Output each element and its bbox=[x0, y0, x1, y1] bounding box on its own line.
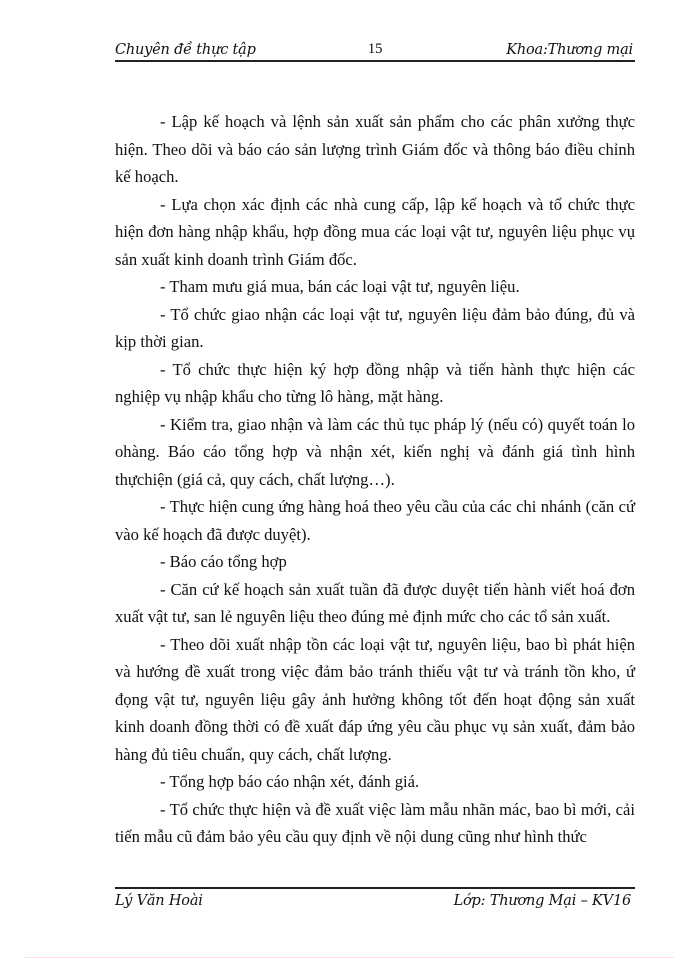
paragraph: - Tổng hợp báo cáo nhận xét, đánh giá. bbox=[160, 772, 420, 791]
paragraph: - Báo cáo tổng hợp bbox=[160, 552, 287, 571]
paragraph: - Tổ chức thực hiện ký hợp đồng nhập và tiến hành thực hiện các nghiệp vụ nhập khẩu cho từng lô hàng, mặt hàng. bbox=[115, 359, 635, 406]
paragraph: - Thực hiện cung ứng hàng hoá theo yêu cầu của các chi nhánh (căn cứ vào kế hoạch đã được duyệt). bbox=[115, 497, 635, 544]
footer-author: Lý Văn Hoài bbox=[115, 893, 203, 909]
footer-class: Lớp: Thương Mại – KV16 bbox=[453, 893, 631, 909]
header-department: Khoa:Thương mại bbox=[506, 42, 633, 58]
page-break-divider bbox=[25, 957, 673, 958]
paragraph: - Tham mưu giá mua, bán các loại vật tư, nguyên liệu. bbox=[160, 277, 520, 296]
page-header bbox=[115, 40, 635, 62]
page-footer bbox=[115, 887, 635, 911]
document-body bbox=[115, 108, 635, 851]
page-number: 15 bbox=[367, 41, 383, 57]
paragraph: - Lựa chọn xác định các nhà cung cấp, lập kế hoạch và tổ chức thực hiện đơn hàng nhập khẩu, hợp đồng mua các loại vật tư, nguyên liệu phục vụ sản xuất kinh doanh trình Giám đốc. bbox=[115, 194, 635, 269]
paragraph: - Tổ chức giao nhận các loại vật tư, nguyên liệu đảm bảo đúng, đủ và kịp thời gian. bbox=[115, 304, 635, 351]
paragraph: - Căn cứ kế hoạch sản xuất tuần đã được duyệt tiến hành viết hoá đơn xuất vật tư, san lẻ nguyên liệu theo đúng mẻ định mức cho các tổ sản xuất. bbox=[115, 579, 635, 626]
paragraph: - Theo dõi xuất nhập tồn các loại vật tư, nguyên liệu, bao bì phát hiện và hướng đề xuất trong việc đảm bảo tránh thiếu vật tư và tránh tồn kho, ứ đọng vật tư, nguyên liệu gây ảnh hưởng không tốt đến hoạt động sản xuất kinh doanh đồng thời có đề xuất đáp ứng yêu cầu phục vụ sản xuất, đảm bảo hàng đủ tiêu chuẩn, quy cách, chất lượng. bbox=[115, 634, 635, 764]
paragraph: - Kiểm tra, giao nhận và làm các thủ tục pháp lý (nếu có) quyết toán lo ohàng. Báo cáo tổng hợp và nhận xét, kiến nghị và đánh giá tình hình thựchiện (giá cả, quy cách, chất lượng…). bbox=[115, 414, 635, 489]
paragraph: - Lập kế hoạch và lệnh sản xuất sản phẩm cho các phân xưởng thực hiện. Theo dõi và báo cáo sản lượng trình Giám đốc và thông báo điều chỉnh kế hoạch. bbox=[115, 112, 635, 186]
paragraph: - Tổ chức thực hiện và đề xuất việc làm mẫu nhãn mác, bao bì mới, cải tiến mẫu cũ đảm bảo yêu cầu quy định về nội dung cũng như hình thức bbox=[115, 799, 635, 846]
header-title: Chuyên đề thực tập bbox=[115, 42, 256, 58]
